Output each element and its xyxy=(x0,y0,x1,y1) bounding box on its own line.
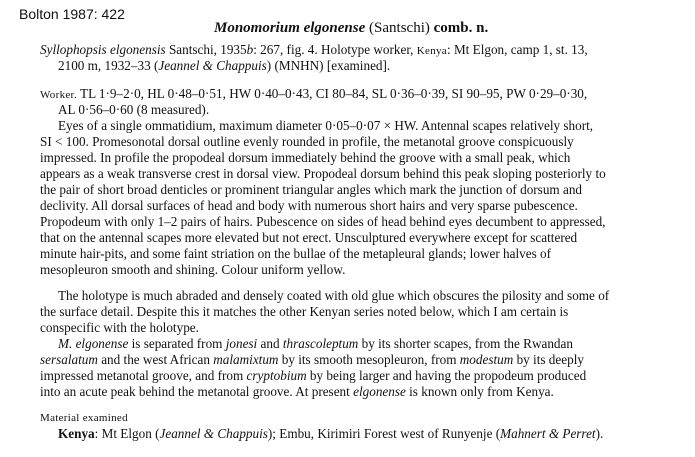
description-line: Eyes of a single ommatidium, maximum diameter 0·05–0·07 × HW. Antennal scapes relatively short, xyxy=(58,118,594,133)
measurements-line: Worker. TL 1·9–2·0, HL 0·48–0·51, HW 0·40–0·43, CI 80–84, SL 0·36–0·39, SI 90–95, PW 0·29–0·30, xyxy=(40,86,588,101)
comparison-line: sersalatum and the west African malamixtum by its smooth mesopleuron, from modestum by its deeply xyxy=(40,352,584,367)
holotype-note-line: conspecific with the holotype. xyxy=(40,320,199,335)
species-title xyxy=(214,20,488,37)
description-line: Propodeum with only 1–2 pairs of hairs. Pubescence on sides of head behind eyes decumbent to appressed, xyxy=(40,214,606,229)
description-line: the pair of short broad denticles or prominent triangular angles which mark the junction of dorsum and xyxy=(40,182,583,197)
collectors: Jeannel & Chappuis xyxy=(158,58,267,73)
holotype-note-line: The holotype is much abraded and densely coated with old glue which obscures the pilosity and some of xyxy=(58,288,610,303)
description-line: impressed. In profile the propodeal dorsum immediately behind the groove with a small peak, which xyxy=(40,150,571,165)
material-heading: Material examined xyxy=(40,412,128,424)
description-line: that on the antennal scapes more elevated but not erect. Unsculptured everywhere except for scattered xyxy=(40,230,578,245)
holotype-note-line: the surface detail. Despite this it matches the other Kenyan series noted below, which I am certain is xyxy=(40,304,569,319)
synonym-name: Syllophopsis elgonensis xyxy=(40,42,166,57)
synonymy-line: 2100 m, 1932–33 (Jeannel & Chappuis) (MNHN) [examined]. xyxy=(58,58,391,73)
comparison-line: M. elgonense is separated from jonesi and thrascoleptum by its shorter scapes, from the Rwandan xyxy=(58,336,573,351)
comparison-line: into an acute peak behind the metanotal groove. At present elgonense is known only from Kenya. xyxy=(40,384,554,399)
source-reference: Bolton 1987: 422 xyxy=(19,6,125,22)
material-country: Kenya xyxy=(58,426,95,441)
country-label: Kenya xyxy=(416,45,447,57)
material-line: Kenya: Mt Elgon (Jeannel & Chappuis); Embu, Kirimiri Forest west of Runyenje (Mahnert & Perret). xyxy=(58,426,604,441)
description-line: declivity. All dorsal surfaces of head and body with numerous short hairs and very sparse pubescence. xyxy=(40,198,578,213)
nomenclatural-status: comb. n. xyxy=(433,20,489,36)
worker-label: Worker. xyxy=(40,89,77,101)
measurements-line: AL 0·56–0·60 (8 measured). xyxy=(58,102,210,117)
comparison-line: impressed metanotal groove, and from cryptobium by being larger and having the propodeum produced xyxy=(40,368,587,383)
synonymy-line: Syllophopsis elgonensis Santschi, 1935b: 267, fig. 4. Holotype worker, Kenya: Mt Elgon, camp 1, st. 13, xyxy=(40,42,588,57)
species-name: Monomorium elgonense xyxy=(214,20,366,36)
description-line: mesopleuron smooth and shining. Colour uniform yellow. xyxy=(40,262,346,277)
description-line: appears as a weak transverse crest in dorsal view. Propodeal dorsum behind this peak sloping posteriorly to xyxy=(40,166,606,181)
species-author: (Santschi) xyxy=(369,20,430,36)
description-line: SI < 100. Promesonotal dorsal outline evenly rounded in profile, the metanotal groove conspicuously xyxy=(40,134,574,149)
description-line: minute hair-pits, and some faint striation on the bullae of the metapleural glands; lower halves of xyxy=(40,246,551,261)
